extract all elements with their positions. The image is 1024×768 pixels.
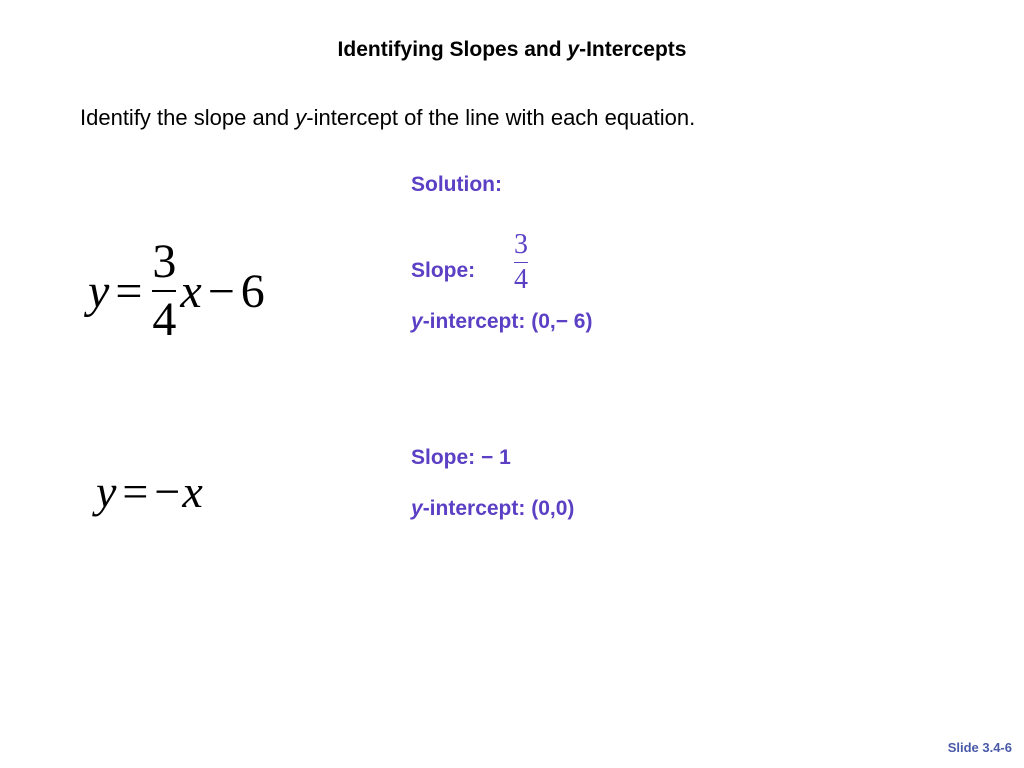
intercept-1 [411, 308, 592, 336]
intercept-2 [411, 495, 574, 523]
eq1-minus: − [207, 264, 235, 318]
slope-2: Slope: − 1 [411, 446, 511, 469]
eq1-lhs: y [88, 264, 110, 318]
eq1-fraction [152, 235, 177, 346]
solution-label: Solution: [411, 173, 502, 196]
title-italic-var: y [567, 38, 580, 61]
intercept-2-italic-var: y [411, 497, 423, 520]
slope-1-frac [514, 231, 528, 294]
intercept-2-text: -intercept: (0,0) [422, 497, 575, 520]
title-suffix: -Intercepts [579, 38, 687, 61]
slope-1-label: Slope: [411, 259, 476, 282]
slide-number: Slide 3.4-6 [947, 740, 1012, 755]
instruction-prefix: Identify the slope and [80, 105, 296, 130]
eq1-denominator: 4 [152, 293, 177, 346]
instruction-suffix: -intercept of the line with each equation. [306, 105, 696, 130]
slope-1-numerator: 3 [514, 229, 528, 260]
eq2-minus: − [154, 466, 181, 517]
eq2-var: x [182, 466, 203, 517]
instruction-text [80, 103, 695, 133]
intercept-1-text: -intercept: (0,− 6) [422, 310, 593, 333]
slide-title [0, 36, 1024, 64]
slope-1-denominator: 4 [514, 264, 528, 295]
eq1-fraction-bar [152, 290, 176, 292]
eq1-equals: = [115, 264, 143, 318]
eq1-var: x [180, 264, 202, 318]
eq2-equals: = [122, 466, 149, 517]
slope-1-fraction-bar [514, 262, 528, 263]
eq2-lhs: y [96, 466, 117, 517]
intercept-1-italic-var: y [411, 310, 423, 333]
equation-1 [88, 235, 265, 346]
eq1-numerator: 3 [152, 235, 177, 288]
equation-2 [96, 465, 203, 518]
slope-1-fraction [514, 229, 528, 294]
eq1-constant: 6 [240, 264, 265, 318]
title-prefix: Identifying Slopes and [337, 38, 568, 61]
instruction-italic-var: y [295, 105, 307, 130]
